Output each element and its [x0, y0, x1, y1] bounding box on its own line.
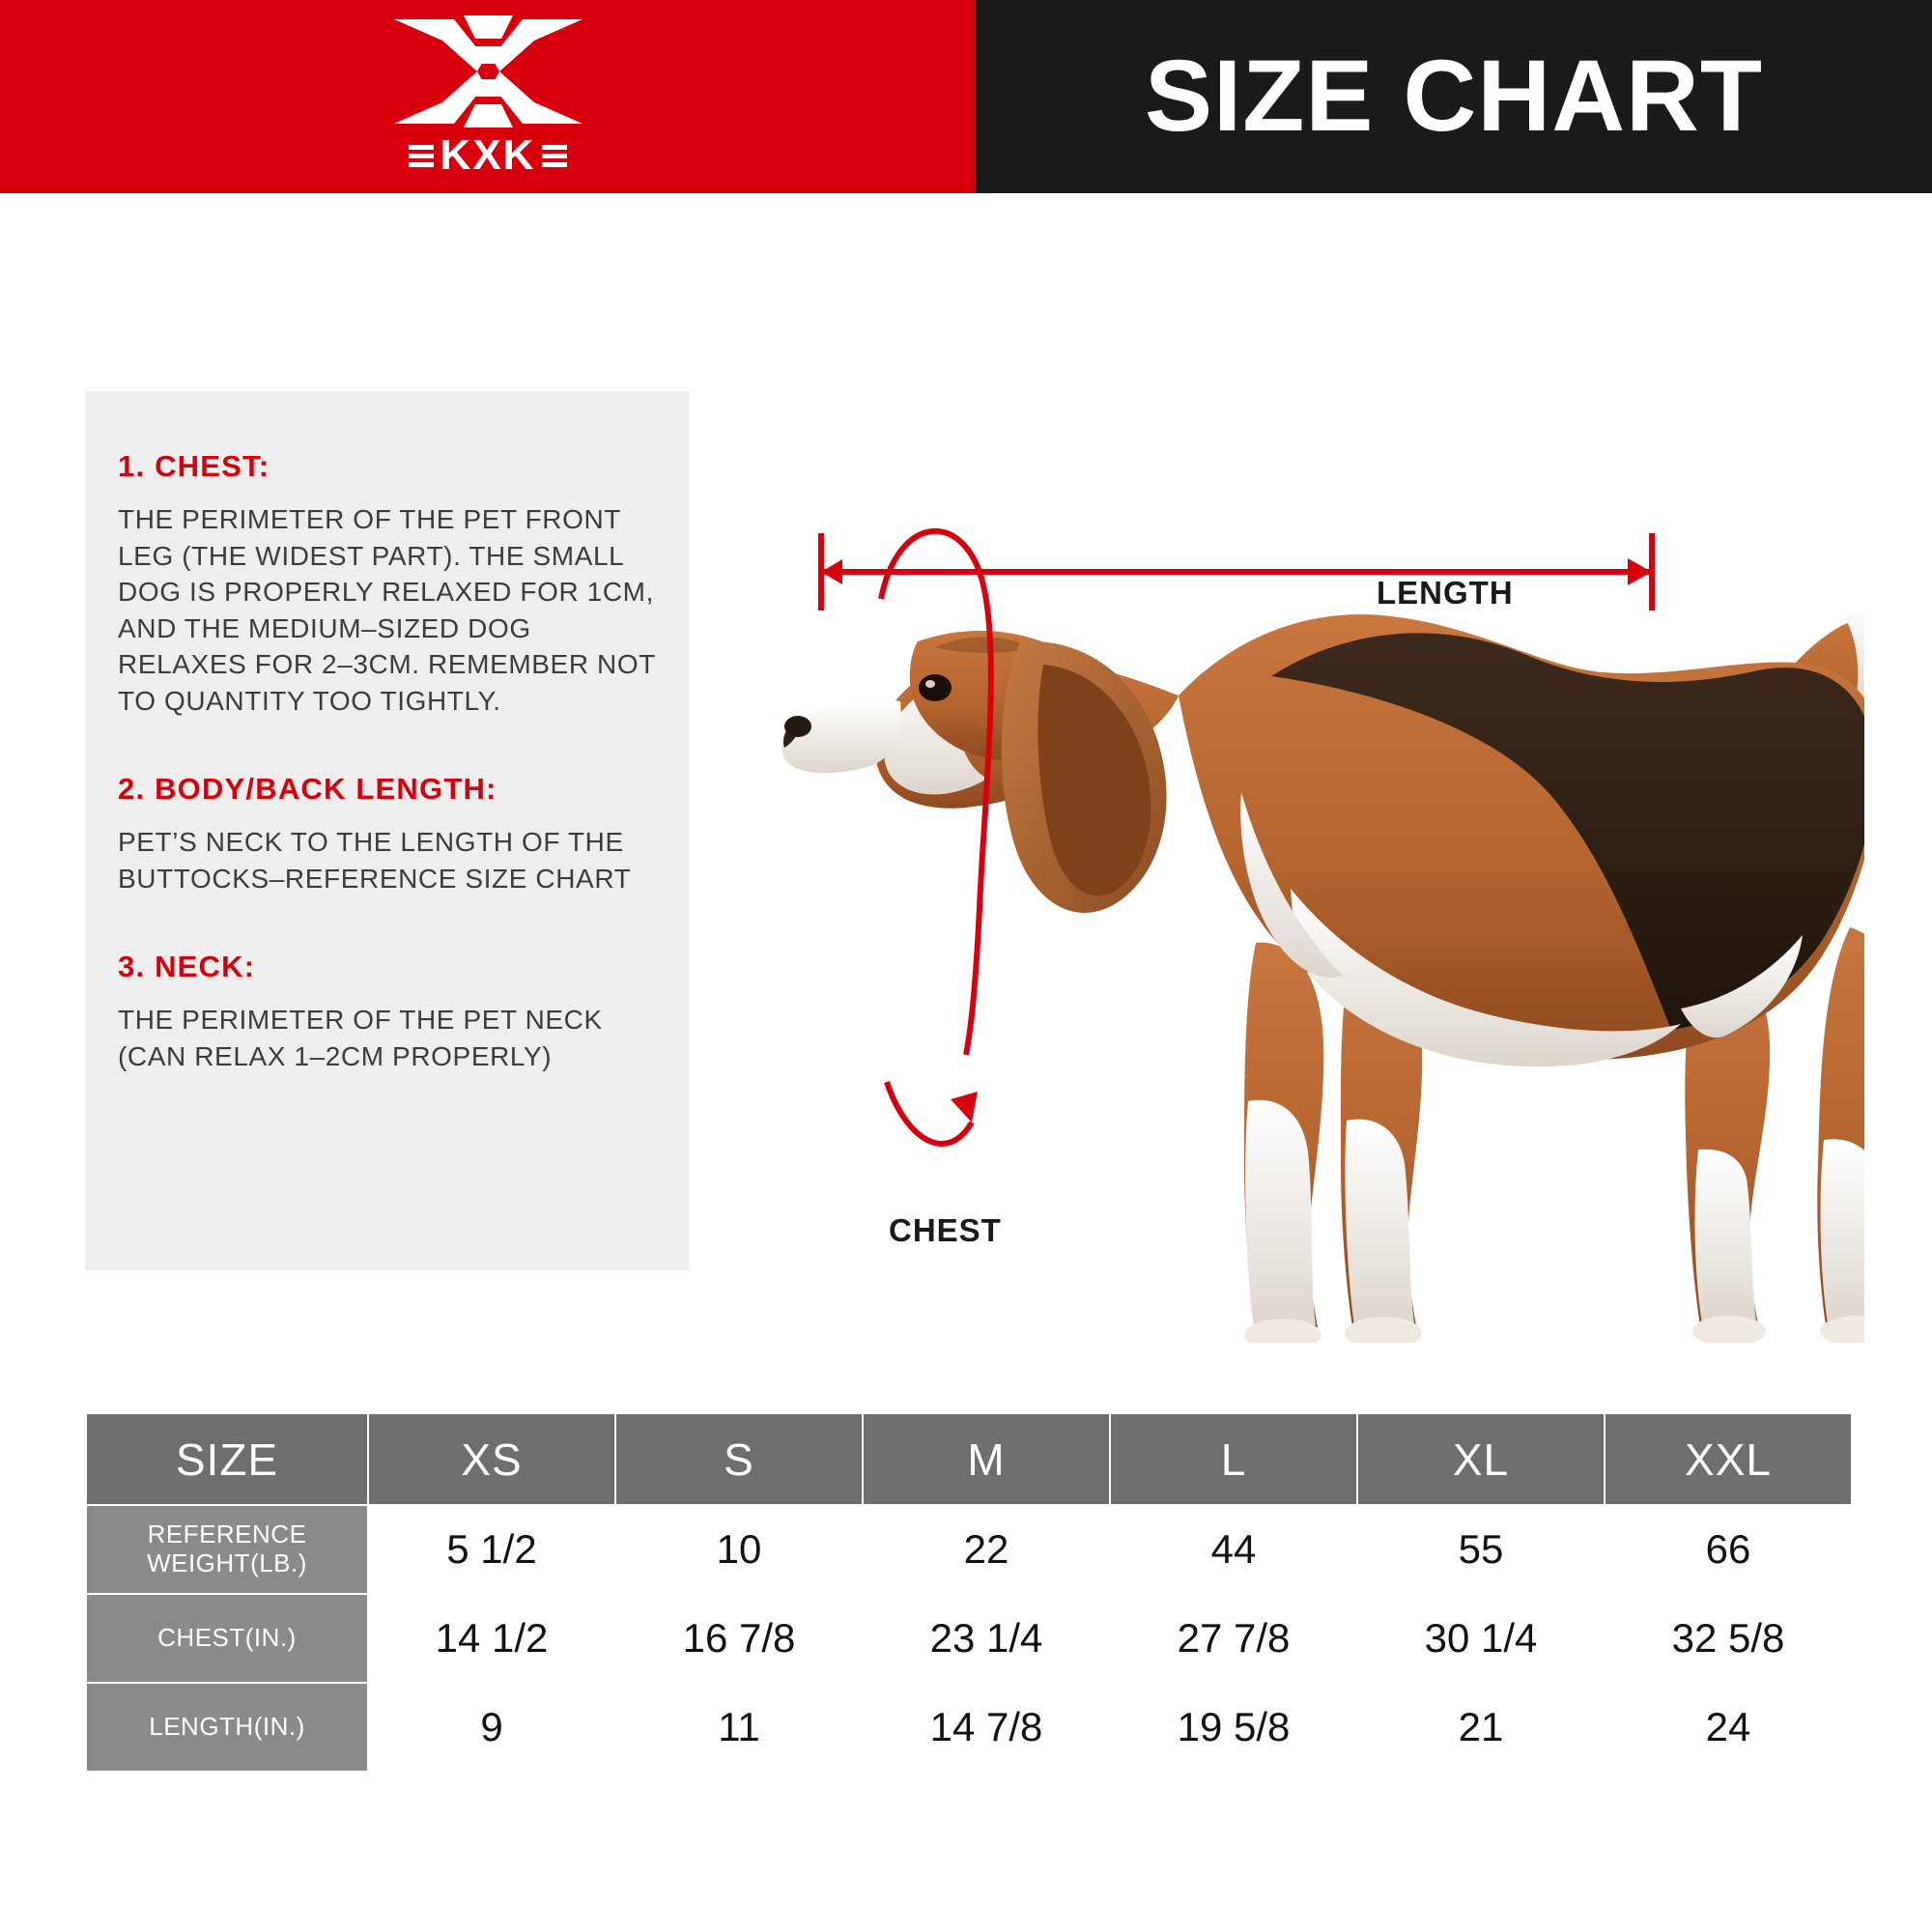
cell-weight-l: 44: [1110, 1505, 1357, 1594]
instruction-block-body-length: [118, 772, 656, 896]
length-label: LENGTH: [1377, 575, 1514, 611]
row-header-length: LENGTH(IN.): [86, 1683, 368, 1772]
table-row: [86, 1505, 1852, 1594]
brand-logo: [384, 14, 592, 180]
cell-chest-m: 23 1/4: [863, 1594, 1110, 1683]
cell-weight-m: 22: [863, 1505, 1110, 1594]
instruction-heading: 1. CHEST:: [118, 449, 270, 483]
cell-chest-s: 16 7/8: [615, 1594, 863, 1683]
column-header-xs: XS: [368, 1413, 615, 1505]
cell-chest-xs: 14 1/2: [368, 1594, 615, 1683]
instruction-heading: 3. NECK:: [118, 950, 256, 984]
brand-wordmark: [409, 131, 568, 180]
size-table-header: [86, 1413, 1852, 1505]
cell-chest-xl: 30 1/4: [1357, 1594, 1605, 1683]
dog-measurement-diagram: [676, 406, 1864, 1343]
kxk-butterfly-logo-icon: [384, 14, 592, 129]
size-table: [85, 1412, 1853, 1773]
cell-chest-xxl: 32 5/8: [1605, 1594, 1852, 1683]
cell-length-l: 19 5/8: [1110, 1683, 1357, 1772]
column-header-l: L: [1110, 1413, 1357, 1505]
column-header-xl: XL: [1357, 1413, 1605, 1505]
instruction-heading: 2. BODY/BACK LENGTH:: [118, 772, 497, 807]
size-table-body: [86, 1505, 1852, 1772]
instruction-body: THE PERIMETER OF THE PET NECK (CAN RELAX 1–2CM PROPERLY): [118, 1005, 603, 1071]
cell-length-s: 11: [615, 1683, 863, 1772]
row-header-line2: WEIGHT(LB.): [147, 1548, 307, 1577]
cell-weight-xl: 55: [1357, 1505, 1605, 1594]
column-header-size: SIZE: [86, 1413, 368, 1505]
measurement-instructions-panel: [85, 391, 689, 1270]
column-header-m: M: [863, 1413, 1110, 1505]
instruction-block-chest: [118, 449, 656, 719]
row-header-chest: CHEST(IN.): [86, 1594, 368, 1683]
row-header-reference-weight: [86, 1505, 368, 1594]
table-header-row: [86, 1413, 1852, 1505]
page-header: [0, 0, 1932, 193]
cell-length-xxl: 24: [1605, 1683, 1852, 1772]
cell-weight-xs: 5 1/2: [368, 1505, 615, 1594]
instruction-body: THE PERIMETER OF THE PET FRONT LEG (THE WIDEST PART). THE SMALL DOG IS PROPERLY RELAXED FOR 1CM, AND THE MEDIUM–SIZED DOG RELAXES FOR 2–3CM. REMEMBER NOT TO QUANTITY TOO TIGHTLY.: [118, 504, 656, 716]
title-bar: [976, 0, 1932, 193]
brand-bar: [0, 0, 976, 193]
cell-length-xs: 9: [368, 1683, 615, 1772]
table-row: [86, 1683, 1852, 1772]
logo-left-bars: [409, 145, 434, 167]
cell-weight-s: 10: [615, 1505, 863, 1594]
instruction-block-neck: [118, 950, 656, 1074]
cell-weight-xxl: 66: [1605, 1505, 1852, 1594]
cell-length-xl: 21: [1357, 1683, 1605, 1772]
size-table-container: [85, 1412, 1853, 1773]
brand-name: KXK: [440, 131, 536, 179]
cell-length-m: 14 7/8: [863, 1683, 1110, 1772]
cell-chest-l: 27 7/8: [1110, 1594, 1357, 1683]
beagle-dog-illustration: [676, 406, 1864, 1343]
row-header-line1: REFERENCE: [147, 1520, 307, 1549]
chest-label: CHEST: [889, 1212, 1002, 1248]
logo-right-bars: [542, 145, 567, 167]
column-header-s: S: [615, 1413, 863, 1505]
table-row: [86, 1594, 1852, 1683]
column-header-xxl: XXL: [1605, 1413, 1852, 1505]
instruction-body: PET’S NECK TO THE LENGTH OF THE BUTTOCKS–REFERENCE SIZE CHART: [118, 827, 632, 894]
page-title: SIZE CHART: [1145, 40, 1763, 153]
